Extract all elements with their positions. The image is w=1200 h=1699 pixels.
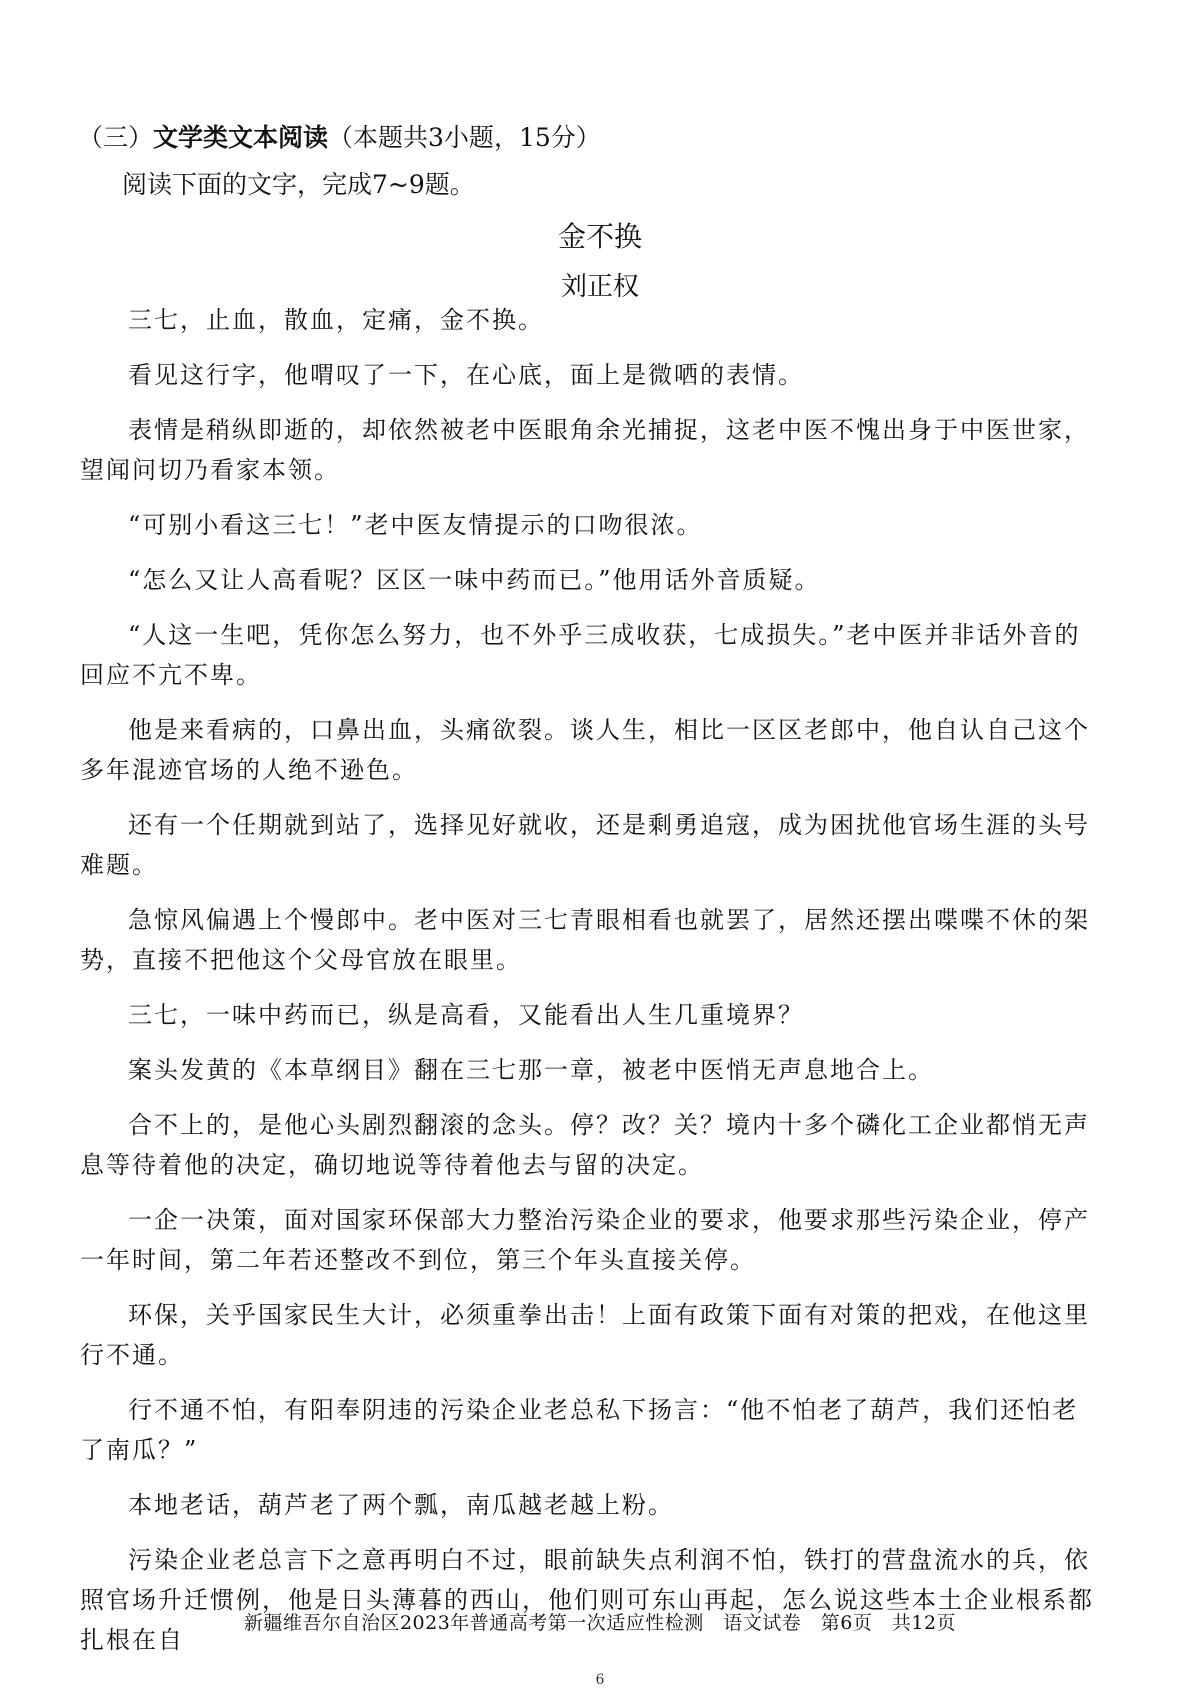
paragraph: “怎么又让人高看呢？区区一味中药而已。”他用话外音质疑。 [128, 566, 821, 594]
section-heading [78, 118, 601, 154]
paragraph: 本地老话，葫芦老了两个瓢，南瓜越老越上粉。 [128, 1491, 674, 1519]
paragraph: 污染企业老总言下之意再明白不过，眼前缺失点利润不怕，铁打的营盘流水的兵，依照官场升迁惯例，他是日头薄暮的西山，他们则可东山再起，怎么说这些本土企业根系都扎根在自 [80, 1546, 1094, 1654]
story-title: 金不换 [557, 220, 642, 253]
paragraph: 三七，止血，散血，定痛，金不换。 [128, 306, 544, 334]
paragraph: 还有一个任期就到站了，选择见好就收，还是剩勇追寇，成为困扰他官场生涯的头号难题。 [80, 811, 1090, 879]
reading-instruction: 阅读下面的文字，完成7~9题。 [122, 170, 475, 199]
story-body [80, 300, 1100, 1675]
paragraph: “人这一生吧，凭你怎么努力，也不外乎三成收获，七成损失。”老中医并非话外音的回应不亢不卑。 [80, 621, 1081, 689]
section-title: 文学类文本阅读 [153, 123, 329, 152]
paragraph: 急惊风偏遇上个慢郎中。老中医对三七青眼相看也就罢了，居然还摆出喋喋不休的架势，直接不把他这个父母官放在眼里。 [80, 906, 1090, 974]
paragraph: 看见这行字，他喟叹了一下，在心底，面上是微哂的表情。 [128, 361, 804, 389]
paragraph: 环保，关乎国家民生大计，必须重拳出击！上面有政策下面有对策的把戏，在他这里行不通。 [80, 1301, 1090, 1369]
paragraph: “可别小看这三七！”老中医友情提示的口吻很浓。 [128, 511, 703, 539]
paragraph: 行不通不怕，有阳奉阴违的污染企业老总私下扬言：“他不怕老了葫芦，我们还怕老了南瓜？” [80, 1396, 1079, 1464]
paragraph: 三七，一味中药而已，纵是高看，又能看出人生几重境界？ [128, 1001, 804, 1029]
page-number: 6 [595, 1672, 605, 1688]
section-note: （本题共3小题，15分） [328, 123, 601, 152]
paragraph: 合不上的，是他心头剧烈翻滚的念头。停？改？关？境内十多个磷化工企业都悄无声息等待着他的决定，确切地说等待着他去与留的决定。 [80, 1111, 1090, 1179]
page-footer: 新疆维吾尔自治区2023年普通高考第一次适应性检测 语文试卷 第6页 共12页 [243, 1612, 957, 1634]
paragraph: 一企一决策，面对国家环保部大力整治污染企业的要求，他要求那些污染企业，停产一年时间，第二年若还整改不到位，第三个年头直接关停。 [80, 1206, 1090, 1274]
paragraph: 他是来看病的，口鼻出血，头痛欲裂。谈人生，相比一区区老郎中，他自认自己这个多年混迹官场的人绝不逊色。 [80, 716, 1090, 784]
paragraph: 表情是稍纵即逝的，却依然被老中医眼角余光捕捉，这老中医不愧出身于中医世家，望闻问切乃看家本领。 [80, 416, 1090, 484]
paragraph: 案头发黄的《本草纲目》翻在三七那一章，被老中医悄无声息地合上。 [128, 1056, 934, 1084]
section-label: （三） [78, 123, 154, 152]
story-author: 刘正权 [560, 272, 639, 302]
